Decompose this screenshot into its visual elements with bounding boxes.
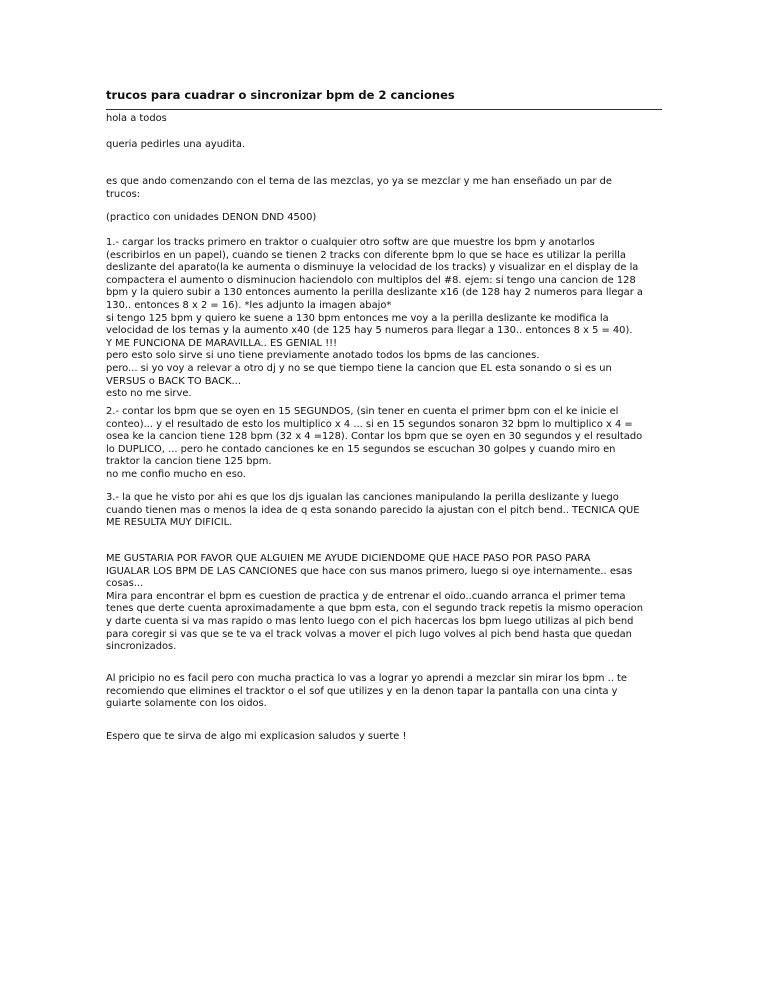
paragraph-trick-1 — [106, 237, 662, 401]
text-line: guiarte solamente con los oidos. — [106, 698, 267, 710]
text-line: 3.- la que he visto por ahi es que los djs igualan las canciones manipulando la perilla deslizante y luego — [106, 492, 619, 503]
text-line: conteo)... y el resultado de esto los multiplico x 4 ... si en 15 segundos sonaron 32 bpm lo multiplico x 4 = — [106, 418, 633, 430]
text-line: Y ME FUNCIONA DE MARAVILLA.. ES GENIAL !!! — [106, 337, 338, 349]
paragraph-request — [106, 139, 662, 152]
text-line: VERSUS o BACK TO BACK... — [106, 375, 241, 387]
title-divider — [106, 109, 662, 110]
paragraph-trick-2 — [106, 406, 662, 482]
text-line: esto no me sirve. — [106, 388, 192, 400]
text-line: hola a todos — [106, 113, 167, 124]
text-line: recomiendo que elimines el tracktor o el sof que utilizes y en la denon tapar la pantalla con una cinta y — [106, 685, 618, 697]
paragraph-trick-3 — [106, 492, 662, 530]
text-line: compactera el aumento o disminucion haciendolo con multiplos del #8. ejem: si tengo una cancion de 128 — [106, 274, 636, 286]
text-line: pero esto solo sirve si uno tiene previamente anotado todos los bpms de las canciones. — [106, 350, 540, 362]
paragraph-advice — [106, 673, 662, 711]
text-line: deslizante del aparato(la ke aumenta o disminuye la velocidad de los tracks) y visualizar en el display de la — [106, 262, 639, 274]
paragraph-greeting — [106, 113, 662, 126]
text-line: pero... si yo voy a relevar a otro dj y no se que tiempo tiene la cancion que EL esta sonando o si es un — [106, 362, 612, 374]
text-line: cuando tienen mas o menos la idea de q esta sonando parecido la ajustan con el pitch bend.. TECNICA QUE — [106, 504, 640, 516]
text-line: 130.. entonces 8 x 2 = 16). *les adjunto la imagen abajo* — [106, 299, 392, 311]
text-line: Espero que te sirva de algo mi explicasion saludos y suerte ! — [106, 731, 407, 742]
text-line: Al pricipio no es facil pero con mucha practica lo vas a lograr yo aprendi a mezclar sin mirar los bpm .. te — [106, 673, 628, 684]
text-line: traktor la cancion tiene 125 bpm. — [106, 456, 272, 468]
text-line: (escribirlos en un papel), cuando se tienen 2 tracks con diferente bpm lo que se hace es utilizar la perilla — [106, 249, 626, 261]
text-line: Mira para encontrar el bpm es cuestion de practica y de entrenar el oido..cuando arranca el primer tema — [106, 590, 626, 602]
text-line: ME GUSTARIA POR FAVOR QUE ALGUIEN ME AYUDE DICIENDOME QUE HACE PASO POR PASO PARA — [106, 553, 591, 564]
paragraph-intro — [106, 176, 662, 201]
text-line: para coregir si vas que se te va el track volvas a mover el pich lugo volves al pich bend hasta que quedan — [106, 628, 632, 640]
text-line: ME RESULTA MUY DIFICIL. — [106, 517, 233, 529]
text-line: (practico con unidades DENON DND 4500) — [106, 212, 317, 223]
text-line: cosas... — [106, 578, 144, 590]
text-line: es que ando comenzando con el tema de las mezclas, yo ya se mezclar y me han enseñado un par de — [106, 176, 612, 187]
paragraph-closing — [106, 731, 662, 744]
text-line: y darte cuenta si va mas rapido o mas lento luego con el pich hacercas los bpm luego utilizas al pich bend — [106, 615, 634, 627]
text-line: 1.- cargar los tracks primero en traktor o cualquier otro softw are que muestre los bpm y anotarlos — [106, 237, 595, 248]
text-line: osea ke la cancion tiene 128 bpm (32 x 4 =128). Contar los bpm que se oyen en 30 segundos y el resultado — [106, 431, 643, 443]
text-line: velocidad de los temas y la aumento x40 (de 125 hay 5 numeros para llegar a 130.. entonces 8 x 5 = 40). — [106, 325, 633, 337]
text-line: sincronizados. — [106, 641, 177, 653]
text-line: IGUALAR LOS BPM DE LAS CANCIONES que hace con sus manos primero, luego si oye internamente.. esas — [106, 565, 633, 577]
text-line: trucos: — [106, 188, 141, 200]
document-title: trucos para cuadrar o sincronizar bpm de 2 canciones — [106, 88, 455, 102]
paragraph-help-request — [106, 553, 662, 654]
text-line: tenes que derte cuenta aproximadamente a que bpm esta, con el segundo track repetis la mismo operacion — [106, 603, 643, 615]
text-line: bpm y la quiero subir a 130 entonces aumento la perilla deslizante x16 (de 128 hay 2 numeros para llegar a — [106, 287, 643, 299]
text-line: si tengo 125 bpm y quiero ke suene a 130 bpm entonces me voy a la perilla deslizante ke modifica la — [106, 312, 609, 324]
text-line: no me confio mucho en eso. — [106, 468, 246, 480]
text-line: queria pedirles una ayudita. — [106, 139, 246, 150]
text-line: lo DUPLICO, ... pero he contado canciones ke en 15 segundos se escuchan 30 golpes y cuando miro en — [106, 443, 616, 455]
text-line: 2.- contar los bpm que se oyen en 15 SEGUNDOS, (sin tener en cuenta el primer bpm con el ke inicie el — [106, 406, 619, 417]
paragraph-equipment — [106, 212, 662, 225]
